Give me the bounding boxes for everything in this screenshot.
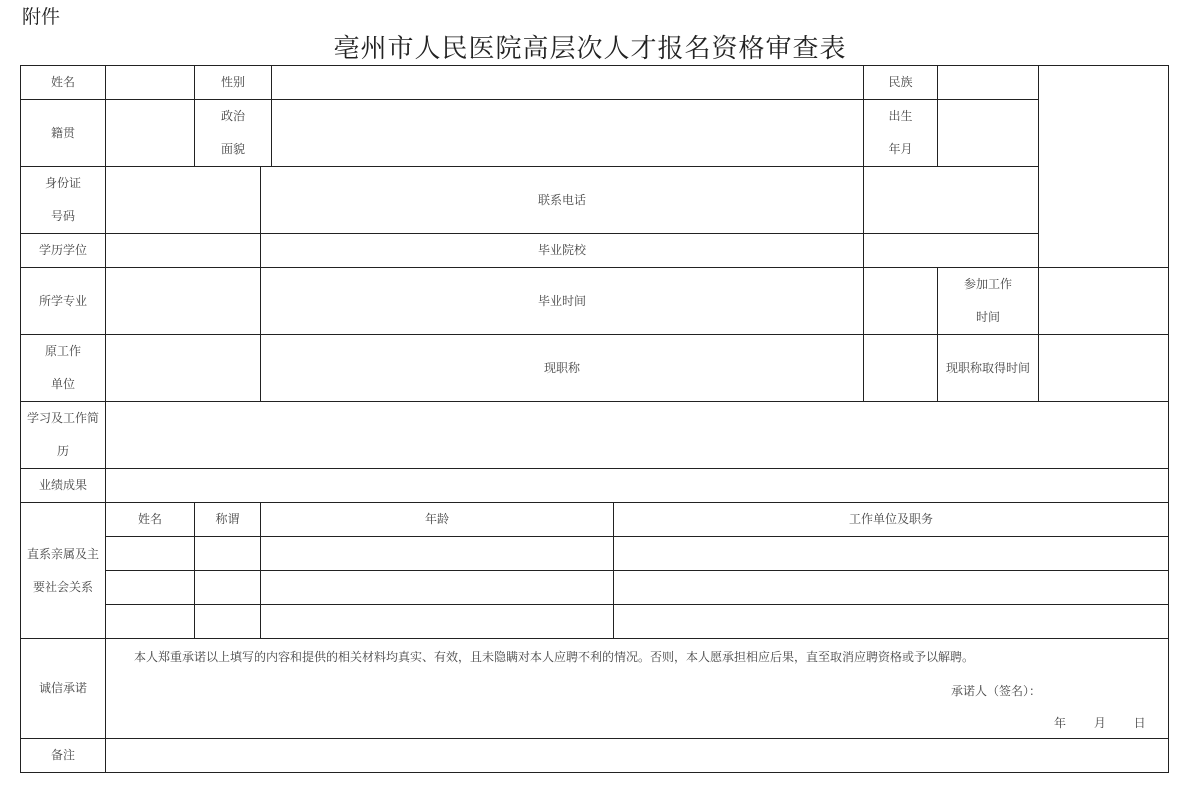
relative-name-field[interactable]: [106, 605, 195, 639]
integrity-pledge-label: 诚信承诺: [21, 639, 106, 739]
relative-work-unit-field[interactable]: [614, 605, 1169, 639]
relative-age-field[interactable]: [261, 571, 614, 605]
table-row: [21, 537, 1169, 571]
graduation-time-label: 毕业时间: [261, 268, 864, 335]
graduate-school-field[interactable]: [864, 234, 1039, 268]
relative-age-field[interactable]: [261, 605, 614, 639]
relatives-header-relation: 称谓: [195, 503, 261, 537]
relative-relation-field[interactable]: [195, 537, 261, 571]
education-label: 学历学位: [21, 234, 106, 268]
political-status-label: 政治 面貌: [195, 100, 272, 167]
native-place-label: 籍贯: [21, 100, 106, 167]
relative-work-unit-field[interactable]: [614, 537, 1169, 571]
name-field[interactable]: [106, 66, 195, 100]
relative-work-unit-field[interactable]: [614, 571, 1169, 605]
ethnicity-field[interactable]: [938, 66, 1039, 100]
current-title-label: 现职称: [261, 335, 864, 402]
pledge-date-line[interactable]: 年 月 日: [1054, 716, 1146, 730]
name-label: 姓名: [21, 66, 106, 100]
relatives-label: 直系亲属及主 要社会关系: [21, 503, 106, 639]
photo-area[interactable]: [1039, 66, 1169, 268]
gender-label: 性别: [195, 66, 272, 100]
remarks-field[interactable]: [106, 739, 1169, 773]
current-title-field[interactable]: [864, 335, 938, 402]
achievements-field[interactable]: [106, 469, 1169, 503]
attachment-label: 附件: [22, 6, 61, 28]
remarks-label: 备注: [21, 739, 106, 773]
former-unit-label: 原工作 单位: [21, 335, 106, 402]
integrity-pledge-area: [106, 639, 1169, 739]
phone-label: 联系电话: [261, 167, 864, 234]
pledge-signature-line[interactable]: 承诺人（签名）：: [951, 684, 1042, 698]
relatives-header-age: 年龄: [261, 503, 614, 537]
relatives-header-name: 姓名: [106, 503, 195, 537]
political-status-field[interactable]: [272, 100, 864, 167]
major-label: 所学专业: [21, 268, 106, 335]
ethnicity-label: 民族: [864, 66, 938, 100]
work-start-time-label: 参加工作 时间: [938, 268, 1039, 335]
id-number-label: 身份证 号码: [21, 167, 106, 234]
resume-field[interactable]: [106, 402, 1169, 469]
native-place-field[interactable]: [106, 100, 195, 167]
major-field[interactable]: [106, 268, 261, 335]
birth-date-label: 出生 年月: [864, 100, 938, 167]
table-row: [21, 571, 1169, 605]
relative-name-field[interactable]: [106, 571, 195, 605]
current-title-time-label: 现职称取得时间: [938, 335, 1039, 402]
former-unit-field[interactable]: [106, 335, 261, 402]
relative-age-field[interactable]: [261, 537, 614, 571]
qualification-review-form: [20, 65, 1169, 773]
achievements-label: 业绩成果: [21, 469, 106, 503]
relatives-header-work-unit: 工作单位及职务: [614, 503, 1169, 537]
resume-label: 学习及工作简 历: [21, 402, 106, 469]
phone-field[interactable]: [864, 167, 1039, 234]
graduation-time-field[interactable]: [864, 268, 938, 335]
education-field[interactable]: [106, 234, 261, 268]
page-title: 亳州市人民医院高层次人才报名资格审查表: [333, 34, 847, 64]
relative-relation-field[interactable]: [195, 605, 261, 639]
graduate-school-label: 毕业院校: [261, 234, 864, 268]
current-title-time-field[interactable]: [1039, 335, 1169, 402]
relative-relation-field[interactable]: [195, 571, 261, 605]
table-row: [21, 605, 1169, 639]
birth-date-field[interactable]: [938, 100, 1039, 167]
work-start-time-field[interactable]: [1039, 268, 1169, 335]
gender-field[interactable]: [272, 66, 864, 100]
id-number-field[interactable]: [106, 167, 261, 234]
relative-name-field[interactable]: [106, 537, 195, 571]
pledge-text: 本人郑重承诺以上填写的内容和提供的相关材料均真实、有效，且未隐瞒对本人应聘不利的情况。否则，本人愿承担相应后果，直至取消应聘资格或予以解聘。: [134, 650, 975, 664]
